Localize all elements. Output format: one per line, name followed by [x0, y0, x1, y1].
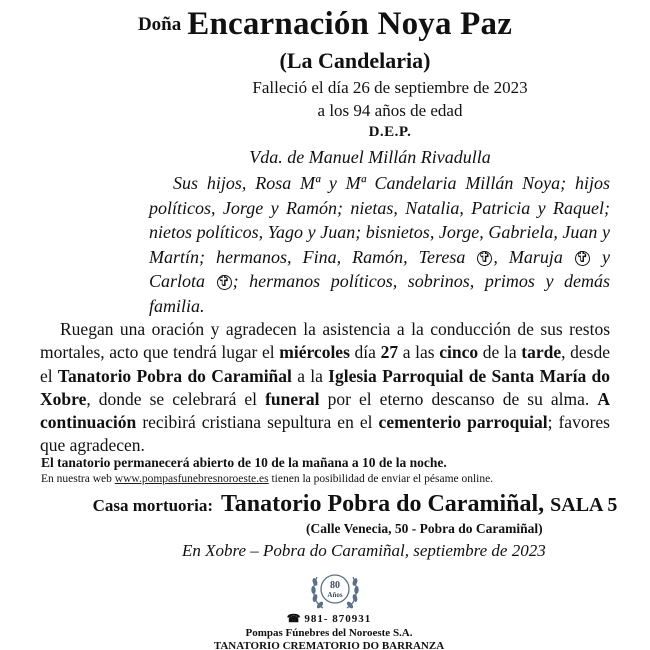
family-text-3: y Carlota — [149, 246, 610, 291]
dep-abbreviation: D.E.P. — [368, 124, 412, 140]
honorific: Doña — [137, 14, 182, 35]
phone-icon: ☎ — [286, 613, 302, 625]
deceased-title — [0, 6, 650, 43]
ceremony-text: , donde se celebrará el — [86, 388, 266, 409]
ceremony-date: 27 — [380, 342, 399, 363]
death-date: Falleció el día 26 de septiembre de 2023 — [252, 78, 528, 97]
ceremony-text: Ruegan una oración y agradecen la asistencia a la conducción de sus restos mortales, acto que tendrá lugar el — [40, 319, 610, 363]
ceremony-then: A continuación — [40, 388, 610, 433]
logo-number: 80 — [330, 580, 340, 591]
deceased-cross-icon: ✞ — [575, 249, 589, 266]
ceremony-text: por el eterno descanso de su alma. — [319, 388, 598, 409]
deceased-cross-icon: ✞ — [217, 274, 231, 290]
ceremony-day: miércoles — [279, 342, 350, 363]
mortuary-place: Tanatorio Pobra do Caramiñal, — [221, 491, 545, 517]
web-condolence-note — [41, 473, 493, 485]
ceremony-text: ; favores que agradecen. — [40, 412, 610, 456]
deceased-cross-icon: ✞ — [478, 249, 491, 266]
phone-line — [0, 612, 650, 625]
place-and-date: En Xobre – Pobra do Caramiñal, septiembre de 2023 — [182, 541, 546, 560]
logo-word: Años — [327, 591, 343, 599]
ceremony-hour: cinco — [439, 342, 479, 363]
ceremony-paragraph — [40, 318, 610, 458]
mortuary-room: SALA 5 — [550, 494, 618, 516]
ceremony-funeral: funeral — [265, 388, 320, 409]
ceremony-time-of-day: tarde — [521, 342, 562, 363]
deceased-nickname: (La Candelaria) — [279, 48, 431, 73]
ceremony-text: recibirá cristiana sepultura en el — [136, 412, 379, 433]
death-age: a los 94 años de edad — [317, 101, 463, 120]
family-text-2: , Maruja — [493, 246, 574, 267]
anniversary-logo-icon — [309, 567, 361, 612]
ceremony-funeral-home: Tanatorio Pobra do Caramiñal — [57, 365, 292, 386]
website-link[interactable]: www.pompasfunebresnoroeste.es — [114, 473, 269, 485]
mortuary-line — [0, 491, 650, 518]
crematorium-name: TANATORIO CREMATORIO DO BARRANZA — [213, 640, 445, 650]
ceremony-text: , desde el — [40, 342, 610, 386]
ceremony-text: a las — [398, 342, 440, 363]
family-text-4: ; hermanos políticos, sobrinos, primos y demás familia. — [149, 271, 611, 316]
deceased-name: Encarnación Noya Paz — [187, 6, 513, 42]
ceremony-text: día — [349, 342, 381, 363]
web-note-prefix: En nuestra web — [41, 473, 115, 485]
widow-line: Vda. de Manuel Millán Rivadulla — [249, 147, 491, 167]
family-list — [149, 171, 610, 318]
ceremony-text: a la — [291, 365, 329, 386]
company-name: Pompas Fúnebres del Noroeste S.A. — [245, 627, 413, 639]
family-text-1: Sus hijos, Rosa Mª y Mª Candelaria Millán Noya; hijos políticos, Jorge y Ramón; nietas, Natalia, Patricia y Raquel; nietos políticos, Yago y Juan; bisnietos, Jorge, Gabriela, Juan y Martín; hermanos, Fina, Ramón, Teresa — [149, 173, 610, 267]
web-note-suffix: tienen la posibilidad de enviar el pésame online. — [268, 473, 494, 485]
ceremony-church: Iglesia Parroquial de Santa María do Xobre — [40, 365, 610, 409]
opening-hours-note: El tanatorio permanecerá abierto de 10 de la mañana a 10 de la noche. — [41, 455, 447, 470]
ceremony-cemetery: cementerio parroquial — [378, 412, 548, 433]
mortuary-address: (Calle Venecia, 50 - Pobra do Caramiñal) — [306, 521, 543, 536]
mortuary-label: Casa mortuoria: — [92, 496, 213, 515]
ceremony-text: de la — [478, 342, 522, 363]
phone-number[interactable]: 981- 870931 — [304, 613, 372, 625]
